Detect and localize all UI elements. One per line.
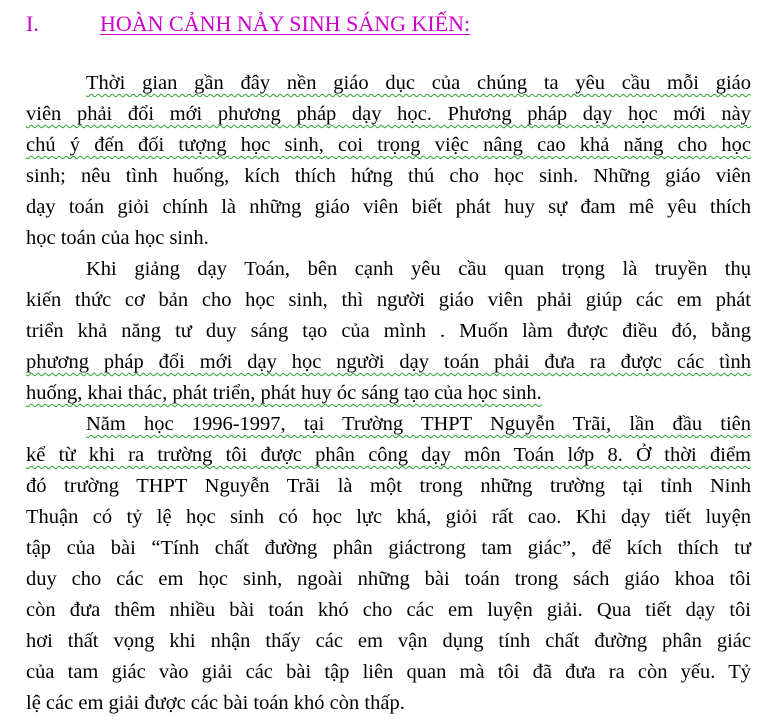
paragraph-line: lệ các em giải được các bài toán khó còn thấp. <box>26 692 405 714</box>
paragraph-line: dạy toán giỏi chính là những giáo viên biết phát huy sự đam mê yêu thích <box>26 196 751 218</box>
paragraph-line: học toán của học sinh. <box>26 227 209 249</box>
paragraph-line: Khi giảng dạy Toán, bên cạnh yêu cầu quan trọng là truyền thụ <box>86 258 751 280</box>
paragraph-line: còn đưa thêm nhiều bài toán khó cho các em luyện giải. Qua tiết dạy tôi <box>26 599 751 621</box>
paragraph-line: huống, khai thác, phát triển, phát huy óc sáng tạo của học sinh. <box>26 382 542 404</box>
paragraph-line: của tam giác vào giải các bài tập liên quan mà tôi đã đưa ra còn yếu. Tỷ <box>26 661 751 683</box>
paragraph-line: kể từ khi ra trường tôi được phân công dạy môn Toán lớp 8. Ở thời điểm <box>26 444 751 466</box>
section-number: I. <box>26 11 39 36</box>
paragraph-line: sinh; nêu tình huống, kích thích hứng thú cho học sinh. Những giáo viên <box>26 165 751 187</box>
paragraph-line: chú ý đến đối tượng học sinh, coi trọng việc nâng cao khả năng cho học <box>26 134 751 156</box>
paragraph-line: Thuận có tỷ lệ học sinh có học lực khá, giỏi rất cao. Khi dạy tiết luyện <box>26 506 751 528</box>
section-heading <box>26 10 470 38</box>
body-text <box>26 68 751 719</box>
section-title: HOÀN CẢNH NẢY SINH SÁNG KIẾN: <box>100 11 471 36</box>
paragraph-line: Thời gian gần đây nền giáo dục của chúng ta yêu cầu mỗi giáo <box>86 72 751 94</box>
paragraph-line: duy cho các em học sinh, ngoài những bài toán trong sách giáo khoa tôi <box>26 568 751 590</box>
paragraph-line: tập của bài “Tính chất đường phân giáctrong tam giác”, để kích thích tư <box>26 537 751 559</box>
paragraph-line: đó trường THPT Nguyễn Trãi là một trong những trường tại tỉnh Ninh <box>26 475 751 497</box>
paragraph-line: hơi thất vọng khi nhận thấy các em vận dụng tính chất đường phân giác <box>26 630 751 652</box>
paragraph-line: kiến thức cơ bản cho học sinh, thì người giáo viên phải giúp các em phát <box>26 289 751 311</box>
paragraph-line: phương pháp đổi mới dạy học người dạy toán phải đưa ra được các tình <box>26 351 751 373</box>
paragraph-line: viên phải đổi mới phương pháp dạy học. Phương pháp dạy học mới này <box>26 103 751 125</box>
paragraph-line: Năm học 1996-1997, tại Trường THPT Nguyễn Trãi, lần đầu tiên <box>86 413 751 435</box>
paragraph-line: triển khả năng tư duy sáng tạo của mình . Muốn làm được điều đó, bằng <box>26 320 751 342</box>
